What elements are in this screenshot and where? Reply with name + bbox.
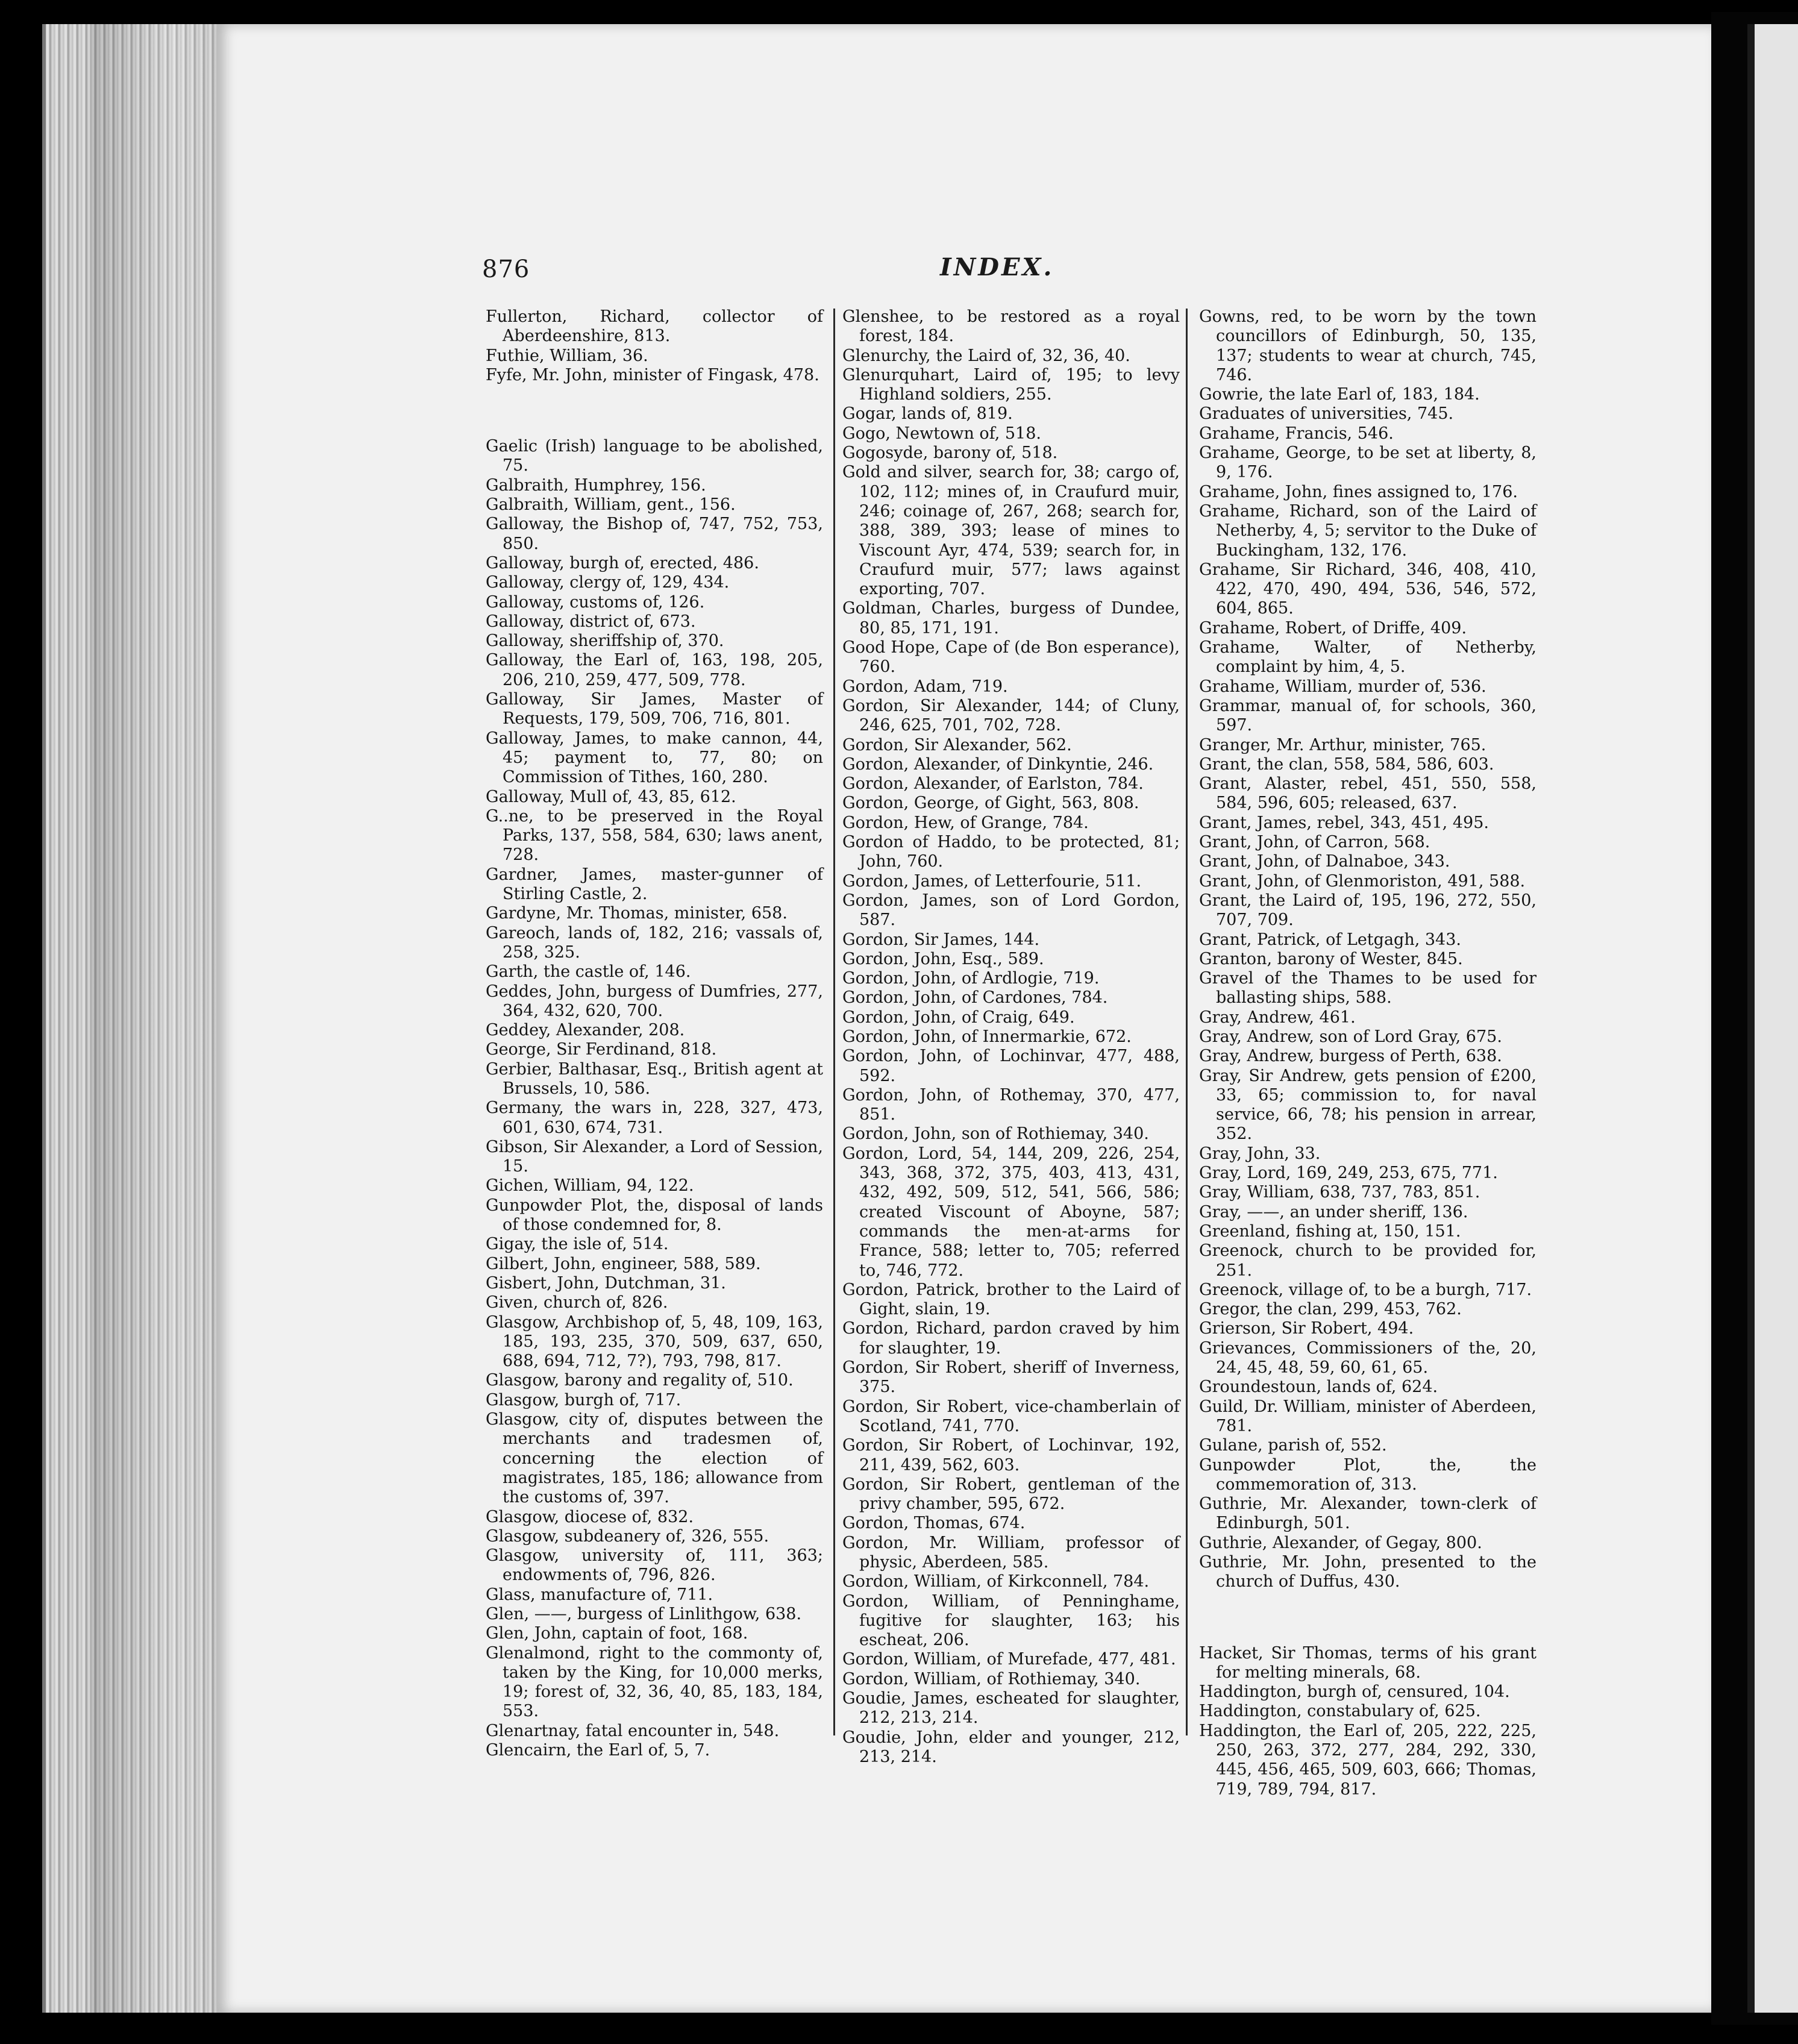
index-entry: Grant, John, of Carron, 568. bbox=[1199, 833, 1430, 852]
index-entry: Gogar, lands of, 819. bbox=[842, 404, 1013, 424]
index-entry: Germany, the wars in, 228, 327, 473, 601, 630, 674, 731. bbox=[486, 1099, 823, 1137]
index-entry: Glenurchy, the Laird of, 32, 36, 40. bbox=[842, 346, 1130, 365]
facing-page-edge bbox=[1747, 24, 1798, 2013]
index-entry: Gordon, Lord, 54, 144, 209, 226, 254, 343, 368, 372, 375, 403, 413, 431, 432, 492, 509, 512, 541, 566, 586; created Viscount of Aboyne, 587; commands the men-at-arms for France, 588; letter to, 705; referred to, 746, 772. bbox=[842, 1144, 1180, 1280]
index-entry: Gardyne, Mr. Thomas, minister, 658. bbox=[486, 904, 788, 923]
index-entry: Fullerton, Richard, collector of Aberdeenshire, 813. bbox=[486, 307, 823, 346]
index-entry: Gareoch, lands of, 182, 216; vassals of, 258, 325. bbox=[486, 923, 823, 962]
index-entry: Gordon, William, of Penninghame, fugitive for slaughter, 163; his escheat, 206. bbox=[842, 1591, 1180, 1650]
index-entry: Guthrie, Alexander, of Gegay, 800. bbox=[1199, 1533, 1482, 1552]
index-entry: Gold and silver, search for, 38; cargo of, 102, 112; mines of, in Craufurd muir, 246; coinage of, 267, 268; search for, 388, 389, 393; lease of mines to Viscount Ayr, 474, 539; search for, in Craufurd muir, 577; laws against exporting, 707. bbox=[842, 463, 1180, 599]
index-entry: Granger, Mr. Arthur, minister, 765. bbox=[1199, 735, 1486, 754]
index-entry: Gordon, Sir Robert, sheriff of Inverness, 375. bbox=[842, 1358, 1180, 1397]
index-entry: Gilbert, John, engineer, 588, 589. bbox=[486, 1254, 761, 1273]
index-entry: Gordon, George, of Gight, 563, 808. bbox=[842, 794, 1139, 813]
index-entry: Grahame, Walter, of Netherby, complaint by him, 4, 5. bbox=[1199, 638, 1536, 677]
index-entry: Grahame, Francis, 546. bbox=[1199, 424, 1394, 443]
index-entry: Glasgow, diocese of, 832. bbox=[486, 1507, 694, 1526]
index-entry: Gray, John, 33. bbox=[1199, 1144, 1321, 1163]
index-entry: Glencairn, the Earl of, 5, 7. bbox=[486, 1741, 710, 1760]
index-entry: Gogosyde, barony of, 518. bbox=[842, 444, 1058, 463]
index-entry: Gardner, James, master-gunner of Stirling Castle, 2. bbox=[486, 865, 823, 904]
index-entry: Greenock, church to be provided for, 251. bbox=[1199, 1241, 1536, 1280]
section-gap bbox=[486, 401, 823, 421]
index-entry: Gunpowder Plot, the, the commemoration of, 313. bbox=[1199, 1455, 1536, 1494]
index-entry: Goudie, John, elder and younger, 212, 213, 214. bbox=[842, 1728, 1180, 1766]
index-entry: Gordon, John, of Lochinvar, 477, 488, 592. bbox=[842, 1047, 1180, 1085]
index-entry: Glasgow, barony and regality of, 510. bbox=[486, 1371, 794, 1390]
index-entry: Galloway, the Bishop of, 747, 752, 753, 850. bbox=[486, 515, 823, 553]
index-entry: Gordon, Sir James, 144. bbox=[842, 930, 1040, 949]
index-entry: Gordon, Sir Robert, of Lochinvar, 192, 211, 439, 562, 603. bbox=[842, 1436, 1180, 1475]
index-entry: George, Sir Ferdinand, 818. bbox=[486, 1040, 717, 1059]
index-entry: Graduates of universities, 745. bbox=[1199, 404, 1454, 424]
index-entry: Gigay, the isle of, 514. bbox=[486, 1235, 669, 1254]
index-entry: Gordon, Hew, of Grange, 784. bbox=[842, 813, 1089, 832]
page-title: INDEX. bbox=[940, 253, 1054, 281]
index-entry: Gordon, William, of Kirkconnell, 784. bbox=[842, 1572, 1150, 1591]
index-entry: Glasgow, university of, 111, 363; endowments of, 796, 826. bbox=[486, 1546, 823, 1585]
index-entry: Gray, Andrew, son of Lord Gray, 675. bbox=[1199, 1027, 1502, 1046]
index-entry: Galloway, James, to make cannon, 44, 45; payment to, 77, 80; on Commission of Tithes, 160, 280. bbox=[486, 729, 823, 787]
index-entry: Glasgow, subdeanery of, 326, 555. bbox=[486, 1526, 769, 1546]
column-divider-1 bbox=[833, 309, 835, 1735]
index-entry: Geddes, John, burgess of Dumfries, 277, 364, 432, 620, 700. bbox=[486, 982, 823, 1020]
index-column-3 bbox=[1199, 307, 1536, 1799]
index-entry: Gerbier, Balthasar, Esq., British agent at Brussels, 10, 586. bbox=[486, 1059, 823, 1098]
index-entry: Glenartnay, fatal encounter in, 548. bbox=[486, 1721, 780, 1740]
index-entry: Grahame, Robert, of Driffe, 409. bbox=[1199, 618, 1467, 638]
index-entry: Galbraith, William, gent., 156. bbox=[486, 495, 736, 515]
book-edge-shading bbox=[90, 24, 229, 2013]
index-entry: Grant, Alaster, rebel, 451, 550, 558, 584, 596, 605; released, 637. bbox=[1199, 774, 1536, 813]
index-entry: Granton, barony of Wester, 845. bbox=[1199, 949, 1463, 968]
index-entry: Garth, the castle of, 146. bbox=[486, 962, 691, 982]
index-entry: Galloway, customs of, 126. bbox=[486, 592, 705, 612]
index-entry: Guthrie, Mr. John, presented to the church of Duffus, 430. bbox=[1199, 1553, 1536, 1591]
index-entry: Gordon, Sir Alexander, 144; of Cluny, 246, 625, 701, 702, 728. bbox=[842, 696, 1180, 735]
index-entry: Gravel of the Thames to be used for ballasting ships, 588. bbox=[1199, 969, 1536, 1008]
index-entry: Gray, William, 638, 737, 783, 851. bbox=[1199, 1183, 1480, 1202]
index-entry: Gichen, William, 94, 122. bbox=[486, 1176, 694, 1196]
index-entry: Guild, Dr. William, minister of Aberdeen, 781. bbox=[1199, 1397, 1536, 1435]
index-entry: Futhie, William, 36. bbox=[486, 346, 648, 365]
index-entry: Haddington, the Earl of, 205, 222, 225, 250, 263, 372, 277, 284, 292, 330, 445, 456, 465, 509, 603, 666; Thomas, 719, 789, 794, 817. bbox=[1199, 1721, 1536, 1799]
index-entry: Glen, John, captain of foot, 168. bbox=[486, 1624, 748, 1643]
index-entry: Gray, Sir Andrew, gets pension of £200, 33, 65; commission to, for naval service, 66, 78; his pension in arrear, 352. bbox=[1199, 1066, 1536, 1144]
index-entry: Glasgow, Archbishop of, 5, 48, 109, 163, 185, 193, 235, 370, 509, 637, 650, 688, 694, 712, 7?), 793, 798, 817. bbox=[486, 1312, 823, 1371]
index-entry: Gaelic (Irish) language to be abolished, 75. bbox=[486, 437, 823, 475]
index-entry: Hacket, Sir Thomas, terms of his grant for melting minerals, 68. bbox=[1199, 1643, 1536, 1682]
index-entry: Galloway, clergy of, 129, 434. bbox=[486, 573, 730, 592]
index-entry: Gogo, Newtown of, 518. bbox=[842, 424, 1041, 443]
index-entry: Gordon, Sir Robert, gentleman of the privy chamber, 595, 672. bbox=[842, 1475, 1180, 1514]
index-entry: Grant, John, of Glenmoriston, 491, 588. bbox=[1199, 871, 1526, 891]
index-entry: Grammar, manual of, for schools, 360, 597. bbox=[1199, 696, 1536, 735]
index-entry: Gray, ——, an under sheriff, 136. bbox=[1199, 1202, 1468, 1221]
index-entry: Gordon, William, of Murefade, 477, 481. bbox=[842, 1650, 1176, 1669]
index-entry: Gordon, Alexander, of Dinkyntie, 246. bbox=[842, 754, 1154, 774]
index-entry: Glenalmond, right to the commonty of, taken by the King, for 10,000 merks, 19; forest of, 32, 36, 40, 85, 183, 184, 553. bbox=[486, 1643, 823, 1721]
index-entry: Given, church of, 826. bbox=[486, 1293, 668, 1312]
index-entry: Glasgow, burgh of, 717. bbox=[486, 1390, 681, 1409]
index-entry: Gordon, James, son of Lord Gordon, 587. bbox=[842, 891, 1180, 930]
index-entry: G..ne, to be preserved in the Royal Parks, 137, 558, 584, 630; laws anent, 728. bbox=[486, 806, 823, 865]
index-entry: Grievances, Commissioners of the, 20, 24, 45, 48, 59, 60, 61, 65. bbox=[1199, 1338, 1536, 1378]
index-column-2 bbox=[842, 307, 1180, 1767]
index-entry: Galbraith, Humphrey, 156. bbox=[486, 475, 706, 495]
index-entry: Glass, manufacture of, 711. bbox=[486, 1585, 713, 1604]
index-entry: Good Hope, Cape of (de Bon esperance), 760. bbox=[842, 638, 1180, 677]
index-entry: Gordon, John, of Ardlogie, 719. bbox=[842, 969, 1100, 988]
page-number: 876 bbox=[482, 256, 530, 283]
index-entry: Gordon, Alexander, of Earlston, 784. bbox=[842, 774, 1144, 794]
index-entry: Guthrie, Mr. Alexander, town-clerk of Edinburgh, 501. bbox=[1199, 1494, 1536, 1533]
index-entry: Gray, Lord, 169, 249, 253, 675, 771. bbox=[1199, 1164, 1498, 1183]
index-entry: Galloway, Sir James, Master of Requests, 179, 509, 706, 716, 801. bbox=[486, 690, 823, 729]
index-entry: Grahame, George, to be set at liberty, 8, 9, 176. bbox=[1199, 444, 1536, 482]
index-entry: Gordon, Thomas, 674. bbox=[842, 1514, 1026, 1533]
index-entry: Grant, John, of Dalnaboe, 343. bbox=[1199, 852, 1450, 871]
index-entry: Grahame, William, murder of, 536. bbox=[1199, 677, 1486, 696]
index-entry: Glenshee, to be restored as a royal forest, 184. bbox=[842, 307, 1180, 346]
index-entry: Gordon, Sir Robert, vice-chamberlain of Scotland, 741, 770. bbox=[842, 1397, 1180, 1435]
index-entry: Grierson, Sir Robert, 494. bbox=[1199, 1319, 1414, 1338]
index-entry: Gordon, Patrick, brother to the Laird of Gight, slain, 19. bbox=[842, 1280, 1180, 1319]
index-entry: Fyfe, Mr. John, minister of Fingask, 478. bbox=[486, 365, 819, 384]
index-entry: Grant, Patrick, of Letgagh, 343. bbox=[1199, 930, 1461, 949]
index-entry: Glen, ——, burgess of Linlithgow, 638. bbox=[486, 1605, 802, 1623]
index-entry: Gisbert, John, Dutchman, 31. bbox=[486, 1273, 726, 1293]
index-entry: Galloway, the Earl of, 163, 198, 205, 206, 210, 259, 477, 509, 778. bbox=[486, 651, 823, 689]
index-entry: Goldman, Charles, burgess of Dundee, 80, 85, 171, 191. bbox=[842, 599, 1180, 638]
index-entry: Gordon, Adam, 719. bbox=[842, 677, 1008, 696]
index-entry: Gibson, Sir Alexander, a Lord of Session, 15. bbox=[486, 1137, 823, 1176]
index-entry: Goudie, James, escheated for slaughter, 212, 213, 214. bbox=[842, 1689, 1180, 1728]
column-divider-2 bbox=[1186, 309, 1188, 1735]
index-entry: Haddington, burgh of, censured, 104. bbox=[1199, 1682, 1510, 1702]
index-entry: Grant, the Laird of, 195, 196, 272, 550, 707, 709. bbox=[1199, 891, 1536, 930]
index-entry: Gordon, James, of Letterfourie, 511. bbox=[842, 871, 1142, 891]
index-entry: Gordon, John, of Cardones, 784. bbox=[842, 988, 1108, 1008]
index-entry: Greenock, village of, to be a burgh, 717. bbox=[1199, 1280, 1532, 1299]
index-entry: Gordon, Sir Alexander, 562. bbox=[842, 735, 1072, 754]
index-entry: Grahame, Richard, son of the Laird of Netherby, 4, 5; servitor to the Duke of Buckingham, 132, 176. bbox=[1199, 501, 1536, 560]
index-entry: Gordon, Mr. William, professor of physic, Aberdeen, 585. bbox=[842, 1533, 1180, 1572]
index-entry: Groundestoun, lands of, 624. bbox=[1199, 1378, 1438, 1397]
section-gap bbox=[1199, 1608, 1536, 1628]
index-entry: Gordon, John, of Craig, 649. bbox=[842, 1008, 1075, 1027]
index-entry: Galloway, district of, 673. bbox=[486, 612, 696, 631]
index-entry: Gowns, red, to be worn by the town councillors of Edinburgh, 50, 135, 137; students to wear at church, 745, 746. bbox=[1199, 307, 1536, 384]
index-entry: Glasgow, city of, disputes between the merchants and tradesmen of, concerning the election of magistrates, 185, 186; allowance from the customs of, 397. bbox=[486, 1410, 823, 1507]
index-entry: Gunpowder Plot, the, disposal of lands of those condemned for, 8. bbox=[486, 1196, 823, 1235]
index-entry: Gordon, John, son of Rothiemay, 340. bbox=[842, 1124, 1149, 1144]
index-entry: Gulane, parish of, 552. bbox=[1199, 1436, 1387, 1455]
index-column-1 bbox=[486, 307, 823, 1760]
index-entry: Galloway, sheriffship of, 370. bbox=[486, 632, 724, 651]
index-entry: Grahame, Sir Richard, 346, 408, 410, 422, 470, 490, 494, 536, 546, 572, 604, 865. bbox=[1199, 560, 1536, 618]
index-entry: Gordon, Richard, pardon craved by him for slaughter, 19. bbox=[842, 1319, 1180, 1358]
index-entry: Gordon of Haddo, to be protected, 81; John, 760. bbox=[842, 833, 1180, 871]
index-entry: Geddey, Alexander, 208. bbox=[486, 1021, 685, 1040]
index-entry: Glenurquhart, Laird of, 195; to levy Highland soldiers, 255. bbox=[842, 365, 1180, 404]
index-entry: Greenland, fishing at, 150, 151. bbox=[1199, 1221, 1461, 1241]
index-entry: Gregor, the clan, 299, 453, 762. bbox=[1199, 1300, 1462, 1319]
index-entry: Galloway, burgh of, erected, 486. bbox=[486, 553, 759, 572]
index-entry: Gray, Andrew, 461. bbox=[1199, 1008, 1356, 1027]
index-entry: Gordon, William, of Rothiemay, 340. bbox=[842, 1669, 1141, 1688]
index-entry: Gordon, John, Esq., 589. bbox=[842, 949, 1044, 968]
index-entry: Haddington, constabulary of, 625. bbox=[1199, 1702, 1481, 1721]
index-entry: Grahame, John, fines assigned to, 176. bbox=[1199, 482, 1518, 501]
index-entry: Gordon, John, of Rothemay, 370, 477, 851. bbox=[842, 1085, 1180, 1124]
index-entry: Grant, the clan, 558, 584, 586, 603. bbox=[1199, 754, 1494, 774]
index-entry: Galloway, Mull of, 43, 85, 612. bbox=[486, 787, 736, 806]
index-entry: Grant, James, rebel, 343, 451, 495. bbox=[1199, 813, 1489, 832]
index-entry: Gray, Andrew, burgess of Perth, 638. bbox=[1199, 1047, 1502, 1066]
index-entry: Gordon, John, of Innermarkie, 672. bbox=[842, 1027, 1132, 1046]
index-entry: Gowrie, the late Earl of, 183, 184. bbox=[1199, 385, 1480, 404]
